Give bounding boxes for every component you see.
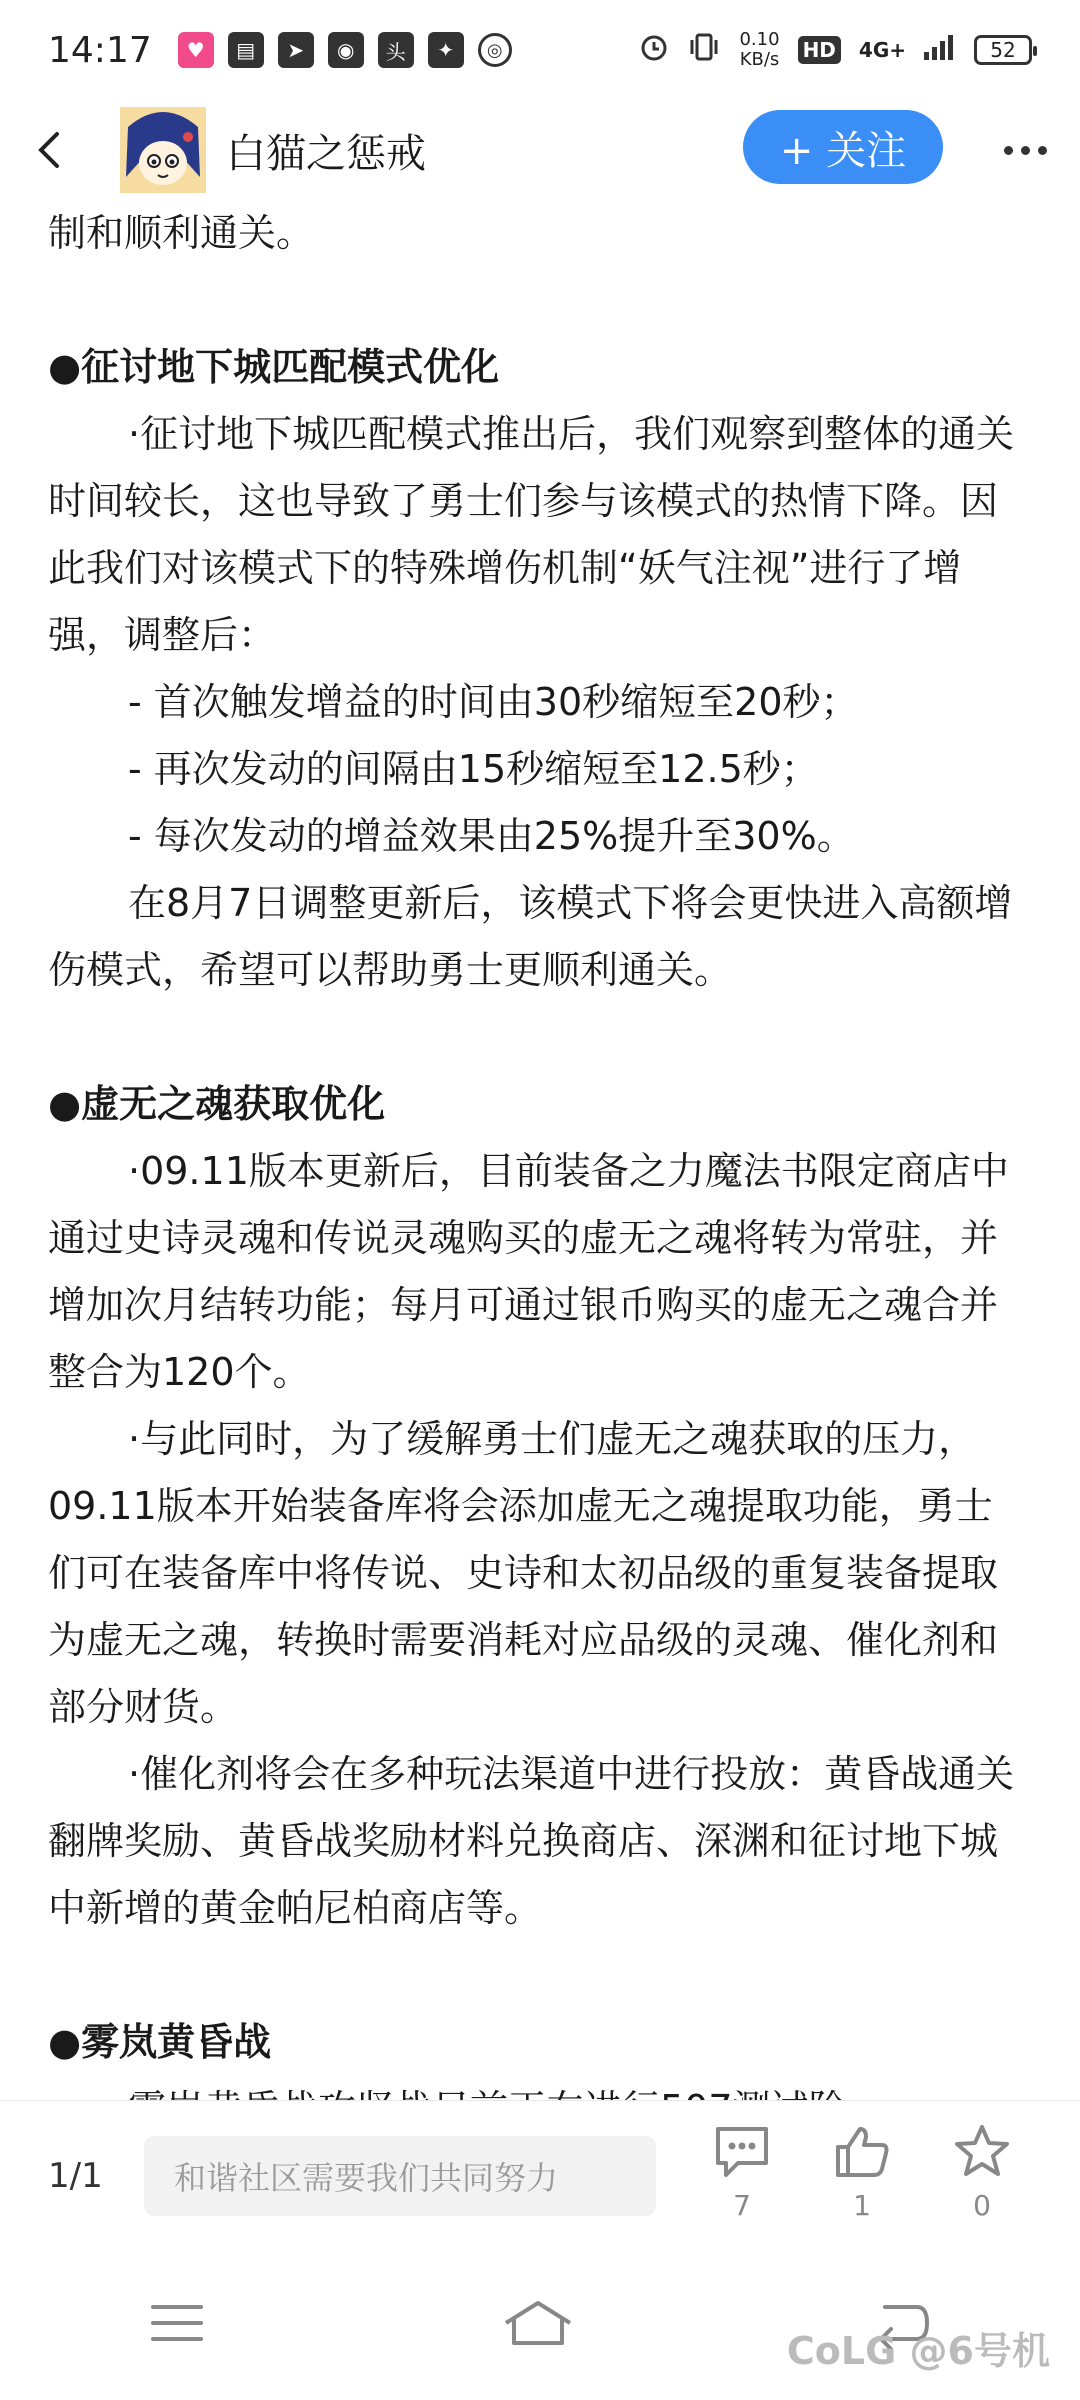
network-type bbox=[858, 38, 906, 62]
menu-icon bbox=[149, 2301, 205, 2345]
follow-button[interactable]: + 关注 bbox=[743, 110, 943, 184]
post-header bbox=[0, 100, 1080, 200]
network-label: 4G+ bbox=[858, 38, 906, 62]
list-item: - 首次触发增益的时间由30秒缩短至20秒； bbox=[128, 680, 859, 724]
notification-icons bbox=[178, 32, 512, 68]
message-icon: ▤ bbox=[228, 32, 264, 68]
section-heading: ●雾岚黄昏战 bbox=[48, 2020, 272, 2064]
speed-value: 0.10 bbox=[739, 29, 780, 50]
avatar[interactable] bbox=[120, 107, 206, 193]
list-item: - 再次发动的间隔由15秒缩短至12.5秒； bbox=[128, 747, 819, 791]
paragraph: ·与此同时，为了缓解勇士们虚无之魂获取的压力，09.11版本开始装备库将会添加虚无之魂提取功能，勇士们可在装备库中将传说、史诗和太初品级的重复装备提取为虚无之魂，转换时需要消耗对应品级的灵魂、催化剂和部分财货。 bbox=[48, 1417, 999, 1729]
home-button[interactable] bbox=[502, 2299, 574, 2351]
comment-count: 7 bbox=[733, 2189, 751, 2222]
author-name[interactable]: 白猫之惩戒 bbox=[226, 130, 426, 177]
news-icon: 头 bbox=[378, 32, 414, 68]
system-indicators bbox=[639, 30, 1032, 70]
home-icon bbox=[502, 2299, 574, 2347]
battery-icon: 52 bbox=[974, 35, 1032, 65]
paragraph: ·催化剂将会在多种玩法渠道中进行投放：黄昏战通关翻牌奖励、黄昏战奖励材料兑换商店、深渊和征讨地下城中新增的黄金帕尼柏商店等。 bbox=[48, 1752, 1015, 1930]
dot-icon bbox=[1038, 146, 1047, 155]
app-notification-icon: ♥ bbox=[178, 32, 214, 68]
dot-icon bbox=[1004, 146, 1013, 155]
blank-line bbox=[48, 1004, 1028, 1071]
thumbs-up-icon bbox=[832, 2123, 892, 2179]
speed-unit: KB/s bbox=[739, 49, 780, 70]
star-icon bbox=[952, 2123, 1012, 2179]
watermark: CoLG @6号机 bbox=[786, 2329, 1050, 2373]
circle-app-icon: ◎ bbox=[478, 33, 512, 67]
favorite-count: 0 bbox=[973, 2189, 991, 2222]
signal-icon bbox=[924, 34, 956, 66]
status-time: 14:17 bbox=[48, 29, 152, 71]
paragraph: 制和顺利通关。 bbox=[48, 211, 315, 255]
menu-button[interactable] bbox=[149, 2301, 205, 2349]
comment-button[interactable] bbox=[702, 2123, 782, 2222]
location-icon: ◉ bbox=[328, 32, 364, 68]
send-icon: ➤ bbox=[278, 32, 314, 68]
section-heading: ●虚无之魂获取优化 bbox=[48, 1082, 386, 1126]
more-options-button[interactable] bbox=[990, 120, 1060, 180]
paragraph: ·征讨地下城匹配模式推出后，我们观察到整体的通关时间较长，这也导致了勇士们参与该模式的热情下降。因此我们对该模式下的特殊增伤机制“妖气注视”进行了增强，调整后： bbox=[48, 412, 1015, 657]
like-count: 1 bbox=[853, 2189, 871, 2222]
bird-icon: ✦ bbox=[428, 32, 464, 68]
article-body bbox=[48, 200, 1028, 2100]
alarm-icon bbox=[639, 32, 669, 68]
bottom-action-bar bbox=[0, 2100, 1080, 2250]
page-indicator[interactable]: 1/1 bbox=[48, 2155, 103, 2196]
paragraph: 在8月7日调整更新后，该模式下将会更快进入高额增伤模式，希望可以帮助勇士更顺利通关。 bbox=[48, 881, 1013, 992]
chevron-left-icon bbox=[35, 130, 65, 170]
favorite-button[interactable] bbox=[942, 2123, 1022, 2222]
like-button[interactable] bbox=[822, 2123, 902, 2222]
blank-line bbox=[48, 267, 1028, 334]
comment-icon bbox=[712, 2123, 772, 2179]
list-item: - 每次发动的增益效果由25%提升至30%。 bbox=[128, 814, 855, 858]
comment-input[interactable]: 和谐社区需要我们共同努力 bbox=[144, 2136, 656, 2216]
dot-icon bbox=[1021, 146, 1030, 155]
back-button[interactable] bbox=[0, 100, 100, 200]
blank-line bbox=[48, 1942, 1028, 2009]
vibrate-icon bbox=[687, 32, 721, 68]
section-heading: ●征讨地下城匹配模式优化 bbox=[48, 345, 500, 389]
network-speed bbox=[739, 30, 779, 70]
paragraph: ·09.11版本更新后，目前装备之力魔法书限定商店中通过史诗灵魂和传说灵魂购买的虚无之魂将转为常驻，并增加次月结转功能；每月可通过银币购买的虚无之魂合并整合为120个。 bbox=[48, 1149, 1009, 1394]
hd-badge: HD bbox=[798, 36, 841, 64]
status-bar bbox=[0, 0, 1080, 100]
